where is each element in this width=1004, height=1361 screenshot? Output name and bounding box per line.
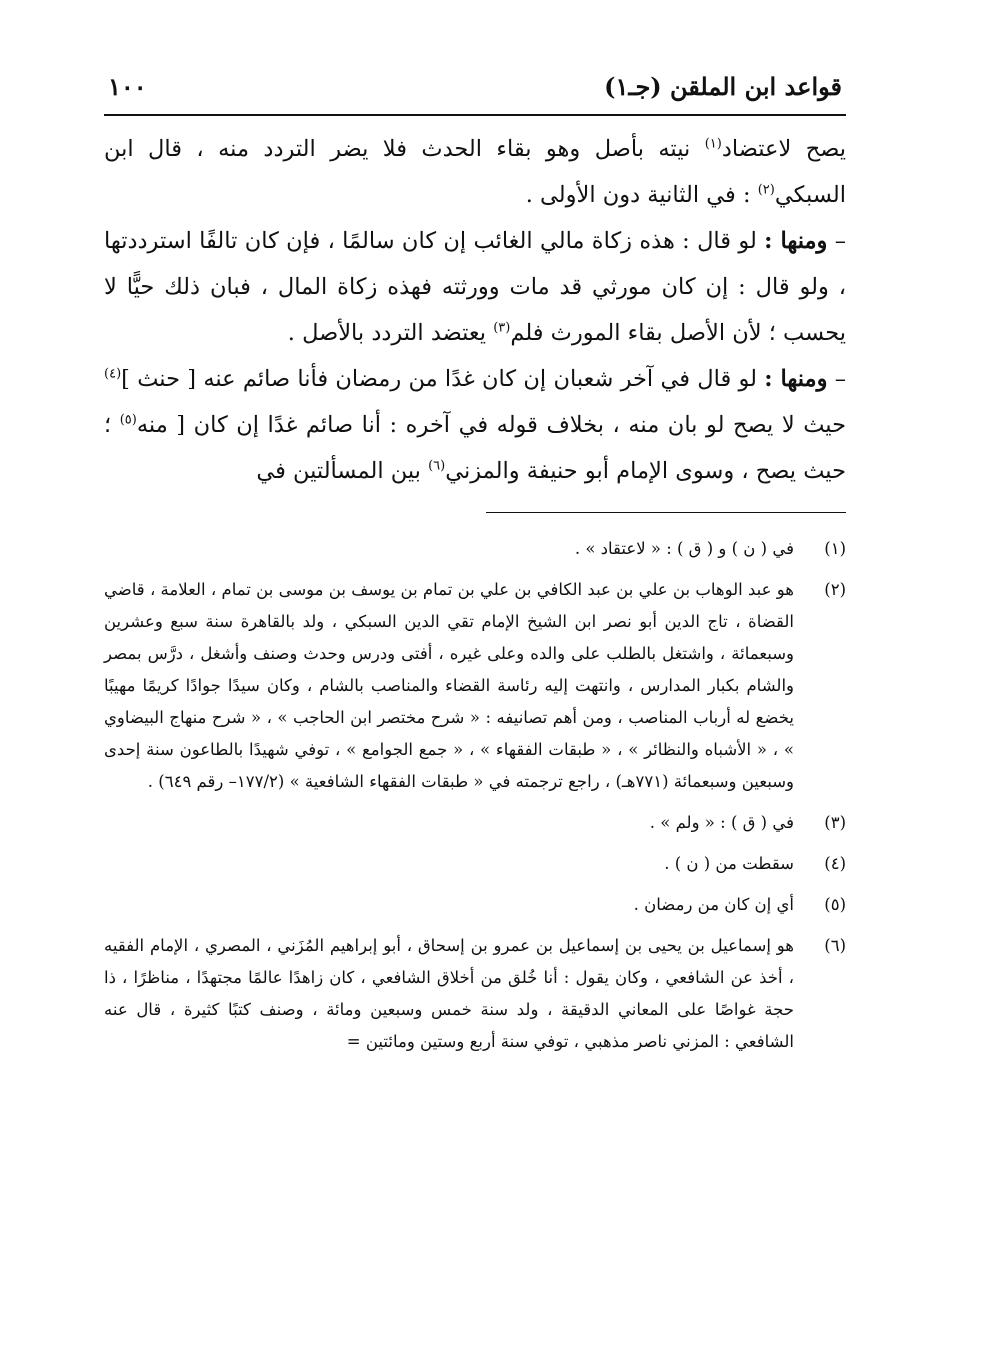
footnote-ref[interactable]: (٥) xyxy=(119,412,137,428)
footnote-number: (٤) xyxy=(824,854,846,873)
footnote-ref[interactable]: (٣) xyxy=(493,320,511,336)
dash-marker: – xyxy=(827,228,847,254)
main-text xyxy=(104,126,846,494)
footnote-ref[interactable]: (٦) xyxy=(428,458,446,474)
running-header xyxy=(104,62,846,110)
footnote-item xyxy=(104,889,846,921)
text-segment: : في الثانية دون الأولى . xyxy=(525,182,758,208)
footnote-ref[interactable]: (٢) xyxy=(757,182,775,198)
text-segment: حيث لا يصح لو بان منه ، بخلاف قوله في آخره : أنا صائم غدًا إن كان [ منه xyxy=(136,412,846,438)
paragraph xyxy=(104,218,846,356)
footnote-number: (٣) xyxy=(824,813,846,832)
footnote-text: هو عبد الوهاب بن علي بن عبد الكافي بن علي بن تمام بن يوسف بن موسى بن تمام ، العلامة ، قاضي القضاة ، تاج الدين أبو نصر ابن الشيخ الإمام تقي الدين السبكي ، ولد بالقاهرة سنة سبع وعشرين وسبعمائة ، واشتغل بالطلب على والده وعلى غيره ، أفتى ودرس وحدث وصنف وأشغل ، درَّس بمصر والشام بكبار المدارس ، وانتهت إليه رئاسة القضاء والمناصب بالشام ، وكان سيدًا جوادًا كريمًا مهيبًا يخضع له أرباب المناصب ، ومن أهم تصانيفه : « شرح مختصر ابن الحاجب » ، « شرح منهاج البيضاوي » ، « الأشباه والنظائر » ، « طبقات الفقهاء » ، « جمع الجوامع » ، توفي شهيدًا بالطاعون سنة إحدى وسبعين وسبعمائة (٧٧١هـ) ، راجع ترجمته في « طبقات الفقهاء الشافعية » (١٧٧/٢– رقم ٦٤٩) . xyxy=(104,580,794,791)
footnote-text: في ( ن ) و ( ق ) : « لاعتقاد » . xyxy=(574,539,794,558)
footnote-item xyxy=(104,807,846,839)
page-number: ١٠٠ xyxy=(108,71,147,101)
paragraph xyxy=(104,356,846,494)
footnote-text: أي إن كان من رمضان . xyxy=(633,895,794,914)
text-segment: يعتضد التردد بالأصل . xyxy=(287,320,494,346)
footnote-number: (١) xyxy=(824,539,846,558)
text-segment: بين المسألتين في xyxy=(256,458,429,484)
footnote-ref[interactable]: (٤) xyxy=(104,366,122,382)
header-rule xyxy=(104,114,846,116)
text-segment: ؛ حيث يصح ، وسوى الإمام أبو حنيفة والمزني xyxy=(104,412,846,484)
text-segment: يصح لاعتضاد xyxy=(721,136,846,162)
footnote-item xyxy=(104,574,846,798)
text-segment: نيته بأصل وهو بقاء الحدث فلا يضر التردد منه ، قال ابن السبكي xyxy=(104,136,846,208)
footnote-item xyxy=(104,930,846,1058)
lead-word: ومنها : xyxy=(764,228,828,254)
lead-word: ومنها : xyxy=(764,366,828,392)
paragraph xyxy=(104,126,846,218)
footnote-number: (٦) xyxy=(824,936,846,955)
text-segment: لو قال في آخر شعبان إن كان غدًا من رمضان فأنا صائم عنه [ حنث ] xyxy=(121,366,765,392)
footnote-item xyxy=(104,533,846,565)
footnote-text: سقطت من ( ن ) . xyxy=(664,854,794,873)
footnote-ref[interactable]: (١) xyxy=(704,136,722,152)
dash-marker: – xyxy=(827,366,846,392)
footnote-text: هو إسماعيل بن يحيى بن إسماعيل بن عمرو بن إسحاق ، أبو إبراهيم المُزَني ، المصري ، الإمام الفقيه ، أخذ عن الشافعي ، وكان يقول : أنا خُلق من أخلاق الشافعي ، كان زاهدًا عالمًا مجتهدًا ، مناظرًا ، ذا حجة غواصًا على المعاني الدقيقة ، ولد سنة خمس وسبعين ومائة ، وصنف كتبًا كثيرة ، قال عنه الشافعي : المزني ناصر مذهبي ، توفي سنة أربع وستين ومائتين = xyxy=(104,936,794,1051)
footnote-number: (٢) xyxy=(824,580,846,599)
book-page xyxy=(104,62,846,1067)
footnote-number: (٥) xyxy=(824,895,846,914)
footnote-separator xyxy=(486,512,846,513)
book-title: قواعد ابن الملقن (جـ١) xyxy=(604,71,842,101)
footnote-text: في ( ق ) : « ولم » . xyxy=(649,813,794,832)
text-segment: لو قال : هذه زكاة مالي الغائب إن كان سالمًا ، فإن كان تالفًا استرددتها ، ولو قال : إن كان مورثي قد مات وورثته فهذه زكاة المال ، فبان ذلك حيًّا لا يحسب ؛ لأن الأصل بقاء المورث فلم xyxy=(104,228,846,346)
footnote-item xyxy=(104,848,846,880)
footnotes xyxy=(104,533,846,1058)
